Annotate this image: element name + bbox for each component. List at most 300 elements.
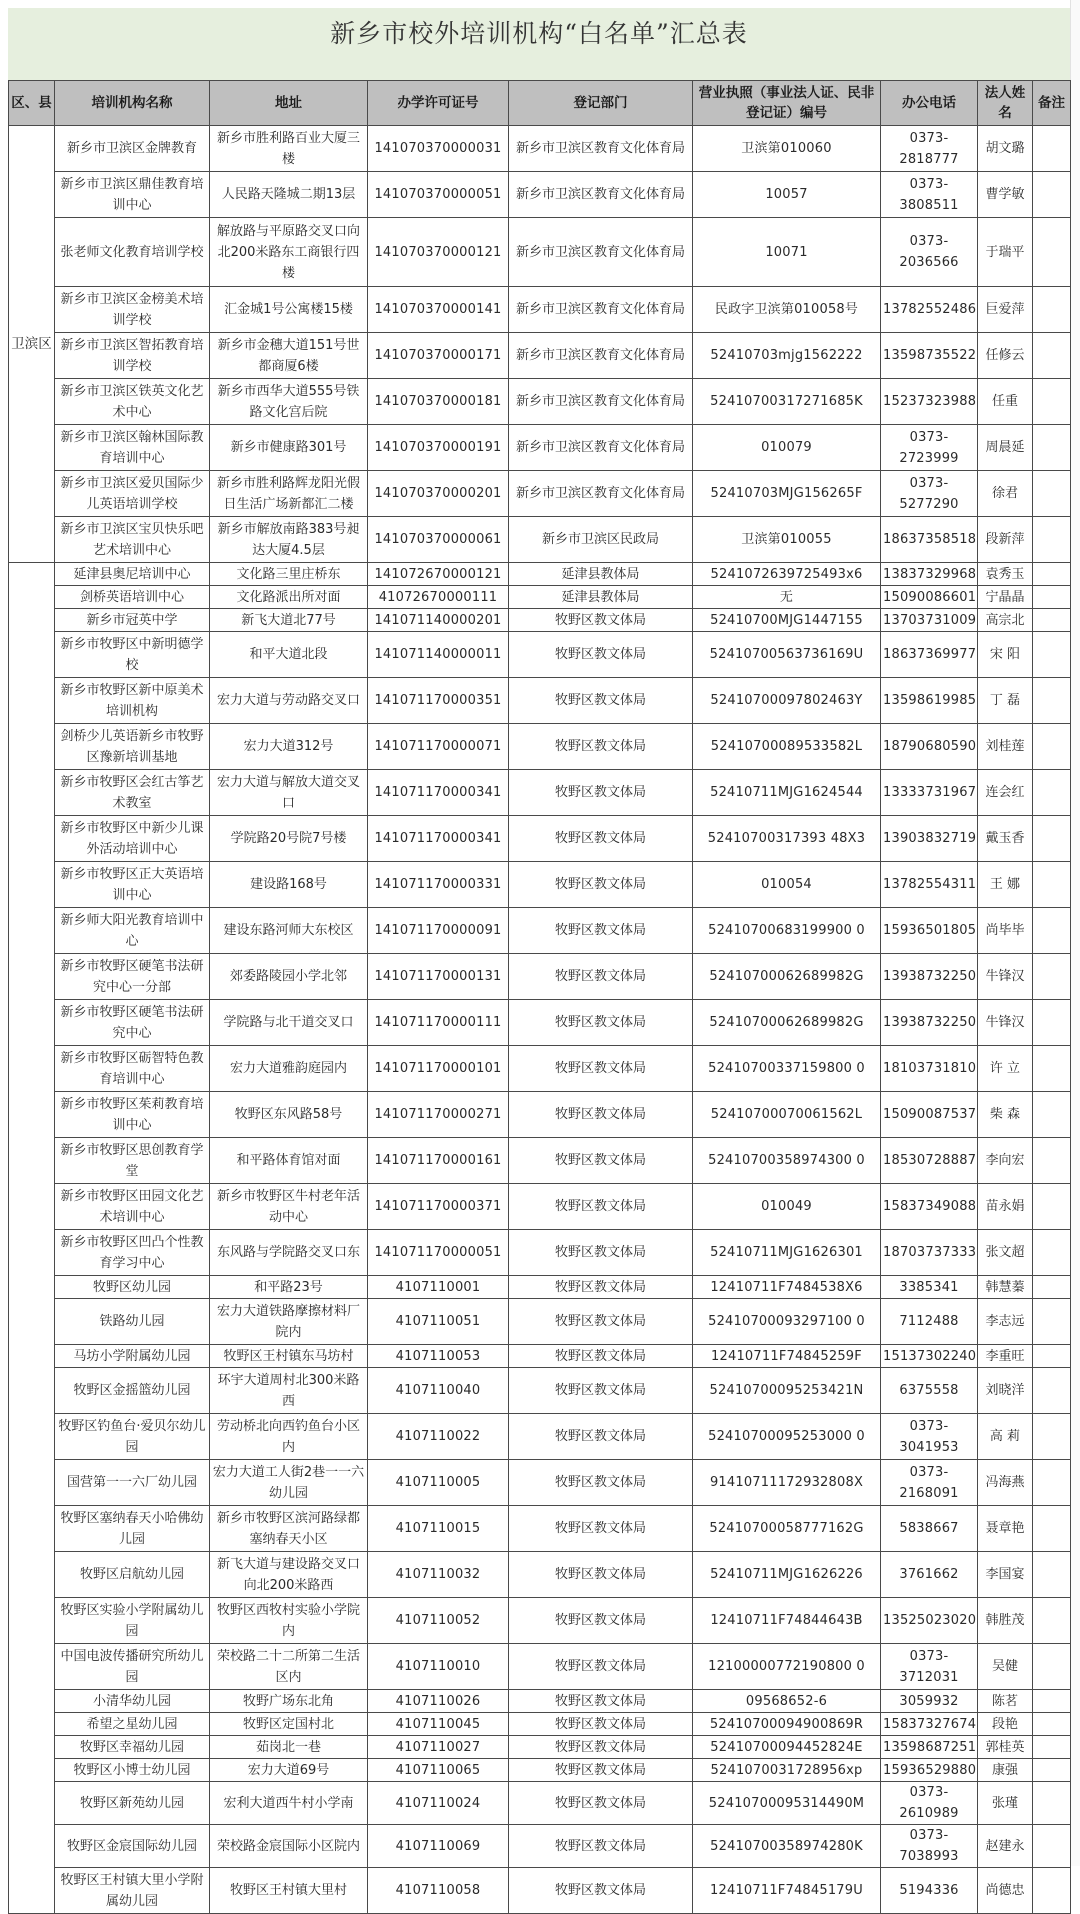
- registration-number-cell: 52410700062689982G: [693, 1000, 881, 1046]
- address-cell: 新乡市西华大道555号铁路文化宫后院: [210, 379, 368, 425]
- org-name-cell: 新乡市卫滨区金牌教育: [55, 126, 210, 172]
- legal-person-cell: 王 娜: [978, 862, 1033, 908]
- legal-person-cell: 于瑞平: [978, 218, 1033, 287]
- address-cell: 新乡市牧野区滨河路绿都塞纳春天小区: [210, 1506, 368, 1552]
- legal-person-cell: 韩慧蓁: [978, 1276, 1033, 1299]
- legal-person-cell: 牛锋汉: [978, 1000, 1033, 1046]
- table-row: [9, 816, 1071, 862]
- registration-dept-cell: 牧野区教文体局: [509, 609, 693, 632]
- legal-person-cell: 牛锋汉: [978, 954, 1033, 1000]
- office-phone-cell: 13938732250: [881, 954, 978, 1000]
- remark-cell: [1033, 1782, 1071, 1825]
- license-number-cell: 141071170000071: [368, 724, 509, 770]
- table-row: [9, 287, 1071, 333]
- address-cell: 建设路168号: [210, 862, 368, 908]
- remark-cell: [1033, 1276, 1071, 1299]
- org-name-cell: 新乡市牧野区新中原美术培训机构: [55, 678, 210, 724]
- license-number-cell: 141070370000031: [368, 126, 509, 172]
- license-number-cell: 4107110052: [368, 1598, 509, 1644]
- org-name-cell: 新乡市牧野区茱莉教育培训中心: [55, 1092, 210, 1138]
- registration-number-cell: 52410700095253000 0: [693, 1414, 881, 1460]
- whitelist-table: [8, 80, 1071, 1914]
- registration-dept-cell: 牧野区教文体局: [509, 1782, 693, 1825]
- office-phone-cell: 13782554311: [881, 862, 978, 908]
- registration-dept-cell: 新乡市卫滨区教育文化体育局: [509, 287, 693, 333]
- remark-cell: [1033, 517, 1071, 563]
- table-row: [9, 1506, 1071, 1552]
- remark-cell: [1033, 816, 1071, 862]
- registration-number-cell: 12410711F74844643B: [693, 1598, 881, 1644]
- license-number-cell: 141071170000341: [368, 770, 509, 816]
- org-name-cell: 新乡市卫滨区爱贝国际少儿英语培训学校: [55, 471, 210, 517]
- office-phone-cell: 15137302240: [881, 1345, 978, 1368]
- registration-dept-cell: 牧野区教文体局: [509, 816, 693, 862]
- license-number-cell: 41072670000111: [368, 586, 509, 609]
- table-row: [9, 908, 1071, 954]
- header-row: [9, 81, 1071, 126]
- remark-cell: [1033, 724, 1071, 770]
- license-number-cell: 4107110027: [368, 1736, 509, 1759]
- registration-number-cell: 卫滨第010060: [693, 126, 881, 172]
- registration-number-cell: 52410700093297100 0: [693, 1299, 881, 1345]
- license-number-cell: 141070370000181: [368, 379, 509, 425]
- table-row: [9, 1184, 1071, 1230]
- registration-number-cell: 5241070031728956xp: [693, 1759, 881, 1782]
- table-row: [9, 563, 1071, 586]
- remark-cell: [1033, 1736, 1071, 1759]
- office-phone-cell: 7112488: [881, 1299, 978, 1345]
- remark-cell: [1033, 425, 1071, 471]
- license-number-cell: 141071140000011: [368, 632, 509, 678]
- legal-person-cell: 任重: [978, 379, 1033, 425]
- legal-person-cell: 宋 阳: [978, 632, 1033, 678]
- license-number-cell: 141071170000051: [368, 1230, 509, 1276]
- office-phone-cell: 0373-3041953: [881, 1414, 978, 1460]
- license-number-cell: 141070370000201: [368, 471, 509, 517]
- table-row: [9, 218, 1071, 287]
- address-cell: 牧野广场东北角: [210, 1690, 368, 1713]
- remark-cell: [1033, 1690, 1071, 1713]
- office-phone-cell: 5194336: [881, 1868, 978, 1914]
- legal-person-cell: 丁 磊: [978, 678, 1033, 724]
- registration-dept-cell: 牧野区教文体局: [509, 678, 693, 724]
- office-phone-cell: 3059932: [881, 1690, 978, 1713]
- registration-number-cell: 12410711F7484538X6: [693, 1276, 881, 1299]
- address-cell: 和平大道北段: [210, 632, 368, 678]
- license-number-cell: 4107110051: [368, 1299, 509, 1345]
- remark-cell: [1033, 1414, 1071, 1460]
- org-name-cell: 延津县奥尼培训中心: [55, 563, 210, 586]
- legal-person-cell: 周晨延: [978, 425, 1033, 471]
- table-row: [9, 1868, 1071, 1914]
- address-cell: 新飞大道北77号: [210, 609, 368, 632]
- table-row: [9, 1092, 1071, 1138]
- registration-dept-cell: 牧野区教文体局: [509, 1506, 693, 1552]
- address-cell: 东风路与学院路交叉口东: [210, 1230, 368, 1276]
- license-number-cell: 4107110069: [368, 1825, 509, 1868]
- license-number-cell: 4107110045: [368, 1713, 509, 1736]
- legal-person-cell: 高宗北: [978, 609, 1033, 632]
- remark-cell: [1033, 1138, 1071, 1184]
- license-number-cell: 141071170000131: [368, 954, 509, 1000]
- address-cell: 宏力大道工人街2巷一一六幼儿园: [210, 1460, 368, 1506]
- remark-cell: [1033, 1368, 1071, 1414]
- table-row: [9, 1230, 1071, 1276]
- table-row: [9, 1000, 1071, 1046]
- registration-dept-cell: 新乡市卫滨区教育文化体育局: [509, 333, 693, 379]
- remark-cell: [1033, 1644, 1071, 1690]
- registration-number-cell: 52410711MJG1626226: [693, 1552, 881, 1598]
- address-cell: 牧野区王村镇大里村: [210, 1868, 368, 1914]
- address-cell: 宏利大道西牛村小学南: [210, 1782, 368, 1825]
- registration-dept-cell: 牧野区教文体局: [509, 862, 693, 908]
- address-cell: 牧野区东风路58号: [210, 1092, 368, 1138]
- legal-person-cell: 宁晶晶: [978, 586, 1033, 609]
- legal-person-cell: 李志远: [978, 1299, 1033, 1345]
- registration-dept-cell: 牧野区教文体局: [509, 1000, 693, 1046]
- remark-cell: [1033, 609, 1071, 632]
- office-phone-cell: 0373-7038993: [881, 1825, 978, 1868]
- legal-person-cell: 李重旺: [978, 1345, 1033, 1368]
- table-row: [9, 609, 1071, 632]
- org-name-cell: 新乡市牧野区砺智特色教育培训中心: [55, 1046, 210, 1092]
- table-row: [9, 333, 1071, 379]
- table-row: [9, 379, 1071, 425]
- org-name-cell: 新乡市卫滨区翰林国际教育培训中心: [55, 425, 210, 471]
- address-cell: 建设东路河师大东校区: [210, 908, 368, 954]
- org-name-cell: 新乡市卫滨区金榜美术培训学校: [55, 287, 210, 333]
- remark-cell: [1033, 1000, 1071, 1046]
- address-cell: 宏力大道铁路摩擦材料厂院内: [210, 1299, 368, 1345]
- address-cell: 新乡市金穗大道151号世都商厦6楼: [210, 333, 368, 379]
- org-name-cell: 牧野区王村镇大里小学附属幼儿园: [55, 1868, 210, 1914]
- registration-number-cell: 010049: [693, 1184, 881, 1230]
- remark-cell: [1033, 563, 1071, 586]
- registration-dept-cell: 牧野区教文体局: [509, 1690, 693, 1713]
- registration-number-cell: 010054: [693, 862, 881, 908]
- registration-dept-cell: 延津县教体局: [509, 586, 693, 609]
- sheet-right-edge: [1070, 0, 1080, 1866]
- org-name-cell: 希望之星幼儿园: [55, 1713, 210, 1736]
- address-cell: 劳动桥北向西钓鱼台小区内: [210, 1414, 368, 1460]
- license-number-cell: 141071170000101: [368, 1046, 509, 1092]
- legal-person-cell: 尚德忠: [978, 1868, 1033, 1914]
- district-cell: [9, 563, 55, 1914]
- license-number-cell: 141071170000331: [368, 862, 509, 908]
- org-name-cell: 新乡师大阳光教育培训中心: [55, 908, 210, 954]
- org-name-cell: 剑桥英语培训中心: [55, 586, 210, 609]
- district-cell: 卫滨区: [9, 126, 55, 563]
- org-name-cell: 新乡市牧野区硬笔书法研究中心一分部: [55, 954, 210, 1000]
- org-name-cell: 牧野区实验小学附属幼儿园: [55, 1598, 210, 1644]
- office-phone-cell: 18703737333: [881, 1230, 978, 1276]
- legal-person-cell: 陈茗: [978, 1690, 1033, 1713]
- office-phone-cell: 13598735522: [881, 333, 978, 379]
- office-phone-cell: 15936529880: [881, 1759, 978, 1782]
- remark-cell: [1033, 632, 1071, 678]
- org-name-cell: 新乡市牧野区正大英语培训中心: [55, 862, 210, 908]
- org-name-cell: 新乡市牧野区中新明德学校: [55, 632, 210, 678]
- address-cell: 和平路23号: [210, 1276, 368, 1299]
- remark-cell: [1033, 1868, 1071, 1914]
- legal-person-cell: 冯海燕: [978, 1460, 1033, 1506]
- office-phone-cell: 18637358518: [881, 517, 978, 563]
- remark-cell: [1033, 1046, 1071, 1092]
- license-number-cell: 4107110058: [368, 1868, 509, 1914]
- address-cell: 宏力大道312号: [210, 724, 368, 770]
- office-phone-cell: 0373-2818777: [881, 126, 978, 172]
- license-number-cell: 141070370000141: [368, 287, 509, 333]
- remark-cell: [1033, 954, 1071, 1000]
- registration-dept-cell: 新乡市卫滨区教育文化体育局: [509, 379, 693, 425]
- address-cell: 和平路体育馆对面: [210, 1138, 368, 1184]
- license-number-cell: 141071140000201: [368, 609, 509, 632]
- org-name-cell: 新乡市卫滨区宝贝快乐吧艺术培训中心: [55, 517, 210, 563]
- legal-person-cell: 刘桂莲: [978, 724, 1033, 770]
- remark-cell: [1033, 1506, 1071, 1552]
- table-row: [9, 1690, 1071, 1713]
- license-number-cell: 141071170000161: [368, 1138, 509, 1184]
- org-name-cell: 牧野区钓鱼台·爱贝尔幼儿园: [55, 1414, 210, 1460]
- legal-person-cell: 段艳: [978, 1713, 1033, 1736]
- org-name-cell: 新乡市卫滨区铁英文化艺术中心: [55, 379, 210, 425]
- legal-person-cell: 连会红: [978, 770, 1033, 816]
- legal-person-cell: 李向宏: [978, 1138, 1033, 1184]
- registration-dept-cell: 新乡市卫滨区教育文化体育局: [509, 126, 693, 172]
- table-row: [9, 1552, 1071, 1598]
- registration-dept-cell: 牧野区教文体局: [509, 1299, 693, 1345]
- address-cell: 牧野区王村镇东马坊村: [210, 1345, 368, 1368]
- header-phone: 办公电话: [881, 81, 978, 126]
- table-row: [9, 1460, 1071, 1506]
- remark-cell: [1033, 678, 1071, 724]
- remark-cell: [1033, 1598, 1071, 1644]
- legal-person-cell: 韩胜茂: [978, 1598, 1033, 1644]
- registration-number-cell: 52410700062689982G: [693, 954, 881, 1000]
- org-name-cell: 新乡市牧野区思创教育学堂: [55, 1138, 210, 1184]
- remark-cell: [1033, 1713, 1071, 1736]
- org-name-cell: 新乡市牧野区中新少儿课外活动培训中心: [55, 816, 210, 862]
- registration-dept-cell: 牧野区教文体局: [509, 1644, 693, 1690]
- org-name-cell: 牧野区金宸国际幼儿园: [55, 1825, 210, 1868]
- registration-number-cell: 52410711MJG1626301: [693, 1230, 881, 1276]
- org-name-cell: 牧野区幼儿园: [55, 1276, 210, 1299]
- registration-dept-cell: 新乡市卫滨区教育文化体育局: [509, 471, 693, 517]
- license-number-cell: 141071170000271: [368, 1092, 509, 1138]
- org-name-cell: 新乡市牧野区田园文化艺术培训中心: [55, 1184, 210, 1230]
- registration-number-cell: 52410700058777162G: [693, 1506, 881, 1552]
- office-phone-cell: 15936501805: [881, 908, 978, 954]
- address-cell: 牧野区西牧村实验小学院内: [210, 1598, 368, 1644]
- title-band: [8, 8, 1070, 80]
- table-row: [9, 1825, 1071, 1868]
- registration-dept-cell: 新乡市卫滨区教育文化体育局: [509, 172, 693, 218]
- table-row: [9, 724, 1071, 770]
- registration-dept-cell: 牧野区教文体局: [509, 1368, 693, 1414]
- license-number-cell: 141071170000371: [368, 1184, 509, 1230]
- address-cell: 宏力大道69号: [210, 1759, 368, 1782]
- table-row: [9, 1736, 1071, 1759]
- table-row: [9, 1759, 1071, 1782]
- registration-dept-cell: 牧野区教文体局: [509, 770, 693, 816]
- legal-person-cell: 吴健: [978, 1644, 1033, 1690]
- registration-number-cell: 52410711MJG1624544: [693, 770, 881, 816]
- org-name-cell: 牧野区金摇篮幼儿园: [55, 1368, 210, 1414]
- registration-dept-cell: 牧野区教文体局: [509, 1092, 693, 1138]
- remark-cell: [1033, 586, 1071, 609]
- org-name-cell: 新乡市冠英中学: [55, 609, 210, 632]
- office-phone-cell: 13525023020: [881, 1598, 978, 1644]
- org-name-cell: 牧野区启航幼儿园: [55, 1552, 210, 1598]
- registration-number-cell: 52410700317393 48X3: [693, 816, 881, 862]
- remark-cell: [1033, 1460, 1071, 1506]
- remark-cell: [1033, 1299, 1071, 1345]
- registration-number-cell: 010079: [693, 425, 881, 471]
- license-number-cell: 4107110032: [368, 1552, 509, 1598]
- header-note: 备注: [1033, 81, 1071, 126]
- legal-person-cell: 徐君: [978, 471, 1033, 517]
- license-number-cell: 4107110053: [368, 1345, 509, 1368]
- table-row: [9, 471, 1071, 517]
- license-number-cell: 141070370000191: [368, 425, 509, 471]
- office-phone-cell: 18637369977: [881, 632, 978, 678]
- license-number-cell: 141071170000111: [368, 1000, 509, 1046]
- table-row: [9, 1713, 1071, 1736]
- address-cell: 新乡市胜利路百业大厦三楼: [210, 126, 368, 172]
- registration-number-cell: 10057: [693, 172, 881, 218]
- address-cell: 新乡市胜利路辉龙阳光假日生活广场新都汇二楼: [210, 471, 368, 517]
- registration-number-cell: 12410711F74845259F: [693, 1345, 881, 1368]
- office-phone-cell: 6375558: [881, 1368, 978, 1414]
- license-number-cell: 141070370000051: [368, 172, 509, 218]
- address-cell: 解放路与平原路交叉口向北200米路东工商银行四楼: [210, 218, 368, 287]
- registration-number-cell: 52410703mjg1562222: [693, 333, 881, 379]
- address-cell: 宏力大道与劳动路交叉口: [210, 678, 368, 724]
- header-license: 办学许可证号: [368, 81, 509, 126]
- legal-person-cell: 聂章艳: [978, 1506, 1033, 1552]
- license-number-cell: 4107110022: [368, 1414, 509, 1460]
- address-cell: 学院路与北干道交叉口: [210, 1000, 368, 1046]
- remark-cell: [1033, 471, 1071, 517]
- legal-person-cell: 戴玉香: [978, 816, 1033, 862]
- registration-dept-cell: 牧野区教文体局: [509, 1552, 693, 1598]
- address-cell: 新乡市健康路301号: [210, 425, 368, 471]
- header-address: 地址: [210, 81, 368, 126]
- office-phone-cell: 3761662: [881, 1552, 978, 1598]
- legal-person-cell: 郭桂英: [978, 1736, 1033, 1759]
- table-row: [9, 1046, 1071, 1092]
- address-cell: 文化路三里庄桥东: [210, 563, 368, 586]
- registration-number-cell: 52410700070061562L: [693, 1092, 881, 1138]
- address-cell: 茹岗北一巷: [210, 1736, 368, 1759]
- office-phone-cell: 15090087537: [881, 1092, 978, 1138]
- remark-cell: [1033, 1230, 1071, 1276]
- license-number-cell: 141072670000121: [368, 563, 509, 586]
- license-number-cell: 4107110010: [368, 1644, 509, 1690]
- address-cell: 牧野区定国村北: [210, 1713, 368, 1736]
- remark-cell: [1033, 379, 1071, 425]
- office-phone-cell: 0373-3712031: [881, 1644, 978, 1690]
- address-cell: 学院路20号院7号楼: [210, 816, 368, 862]
- address-cell: 新乡市牧野区牛村老年活动中心: [210, 1184, 368, 1230]
- table-row: [9, 1345, 1071, 1368]
- org-name-cell: 张老师文化教育培训学校: [55, 218, 210, 287]
- legal-person-cell: 柴 森: [978, 1092, 1033, 1138]
- registration-dept-cell: 牧野区教文体局: [509, 724, 693, 770]
- office-phone-cell: 0373-2168091: [881, 1460, 978, 1506]
- org-name-cell: 新乡市卫滨区智拓教育培训学校: [55, 333, 210, 379]
- registration-number-cell: 52410700094900869R: [693, 1713, 881, 1736]
- remark-cell: [1033, 862, 1071, 908]
- license-number-cell: 4107110026: [368, 1690, 509, 1713]
- legal-person-cell: 尚毕毕: [978, 908, 1033, 954]
- registration-dept-cell: 牧野区教文体局: [509, 1184, 693, 1230]
- office-phone-cell: 0373-2036566: [881, 218, 978, 287]
- legal-person-cell: 赵建永: [978, 1825, 1033, 1868]
- registration-dept-cell: 牧野区教文体局: [509, 1276, 693, 1299]
- registration-number-cell: 无: [693, 586, 881, 609]
- license-number-cell: 4107110024: [368, 1782, 509, 1825]
- registration-number-cell: 12410711F74845179U: [693, 1868, 881, 1914]
- table-row: [9, 678, 1071, 724]
- org-name-cell: 牧野区新苑幼儿园: [55, 1782, 210, 1825]
- org-name-cell: 国营第一一六厂幼儿园: [55, 1460, 210, 1506]
- registration-number-cell: 10071: [693, 218, 881, 287]
- org-name-cell: 新乡市牧野区硬笔书法研究中心: [55, 1000, 210, 1046]
- table-row: [9, 1138, 1071, 1184]
- table-row: [9, 172, 1071, 218]
- registration-dept-cell: 延津县教体局: [509, 563, 693, 586]
- license-number-cell: 4107110065: [368, 1759, 509, 1782]
- office-phone-cell: 15837349088: [881, 1184, 978, 1230]
- registration-number-cell: 52410700358974300 0: [693, 1138, 881, 1184]
- org-name-cell: 中国电波传播研究所幼儿园: [55, 1644, 210, 1690]
- table-row: [9, 1299, 1071, 1345]
- registration-dept-cell: 牧野区教文体局: [509, 1868, 693, 1914]
- table-row: [9, 1368, 1071, 1414]
- registration-number-cell: 09568652-6: [693, 1690, 881, 1713]
- address-cell: 文化路派出所对面: [210, 586, 368, 609]
- legal-person-cell: 康强: [978, 1759, 1033, 1782]
- license-number-cell: 141070370000061: [368, 517, 509, 563]
- table-row: [9, 126, 1071, 172]
- registration-number-cell: 52410700358974280K: [693, 1825, 881, 1868]
- registration-dept-cell: 牧野区教文体局: [509, 1138, 693, 1184]
- header-person: 法人姓名: [978, 81, 1033, 126]
- header-name: 培训机构名称: [55, 81, 210, 126]
- registration-number-cell: 52410700095314490M: [693, 1782, 881, 1825]
- registration-dept-cell: 新乡市卫滨区教育文化体育局: [509, 218, 693, 287]
- legal-person-cell: 胡文璐: [978, 126, 1033, 172]
- office-phone-cell: 0373-5277290: [881, 471, 978, 517]
- office-phone-cell: 18530728887: [881, 1138, 978, 1184]
- license-number-cell: 141071170000341: [368, 816, 509, 862]
- registration-number-cell: 52410700MJG1447155: [693, 609, 881, 632]
- registration-number-cell: 民政字卫滨第010058号: [693, 287, 881, 333]
- office-phone-cell: 13782552486: [881, 287, 978, 333]
- table-row: [9, 1782, 1071, 1825]
- table-row: [9, 586, 1071, 609]
- license-number-cell: 4107110001: [368, 1276, 509, 1299]
- remark-cell: [1033, 908, 1071, 954]
- address-cell: 荣校路二十二所第二生活区内: [210, 1644, 368, 1690]
- license-number-cell: 141071170000351: [368, 678, 509, 724]
- office-phone-cell: 13938732250: [881, 1000, 978, 1046]
- license-number-cell: 141071170000091: [368, 908, 509, 954]
- address-cell: 新飞大道与建设路交叉口向北200米路西: [210, 1552, 368, 1598]
- legal-person-cell: 段新萍: [978, 517, 1033, 563]
- registration-number-cell: 52410700097802463Y: [693, 678, 881, 724]
